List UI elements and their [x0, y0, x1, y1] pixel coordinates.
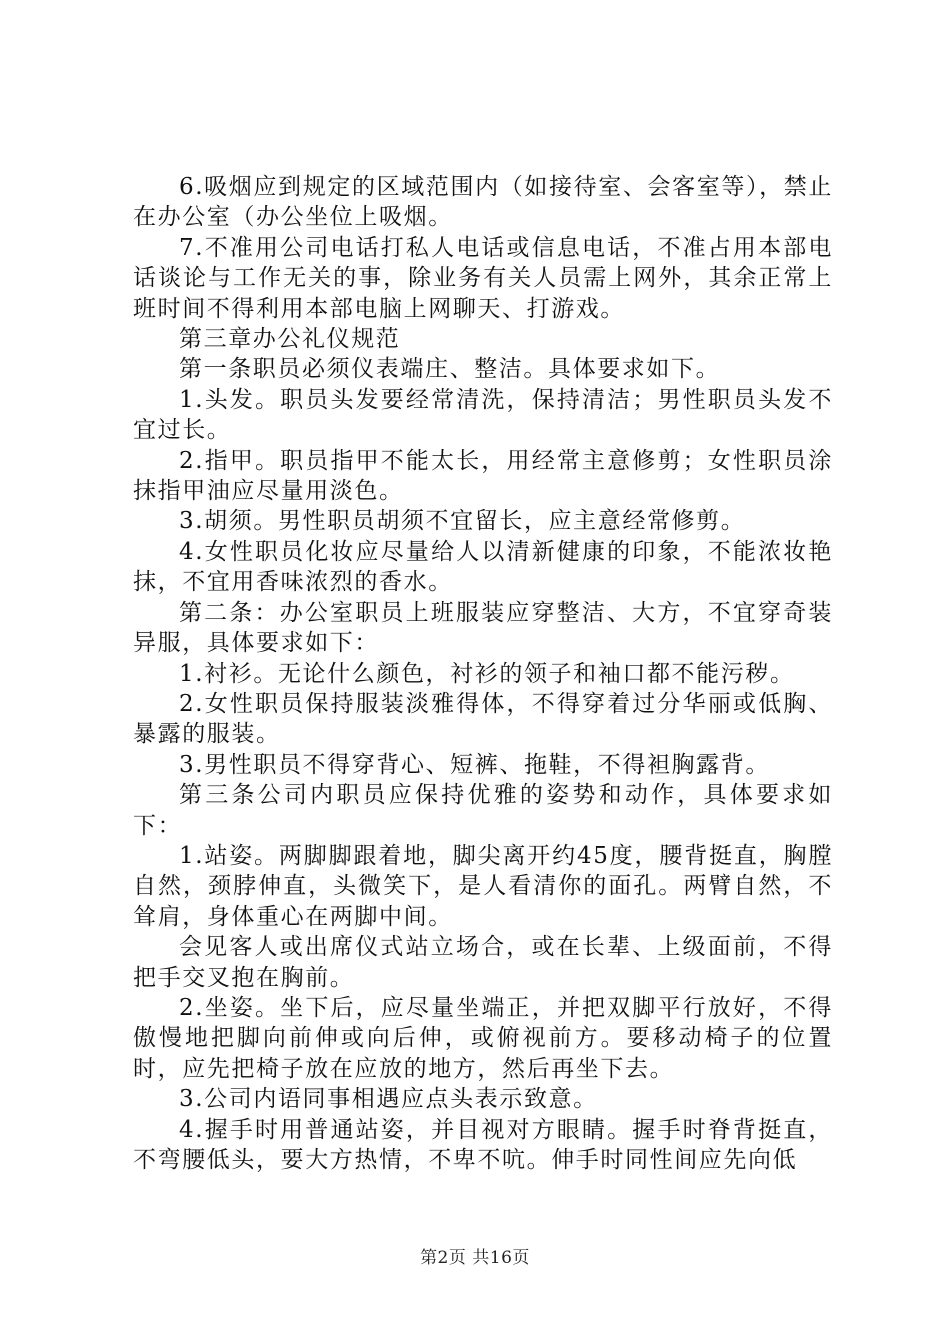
- paragraph-female-attire: 2.女性职员保持服装淡雅得体，不得穿着过分华丽或低胸、暴露的服装。: [133, 690, 833, 748]
- paragraph-male-attire: 3.男性职员不得穿背心、短裤、拖鞋，不得袒胸露背。: [179, 751, 770, 778]
- paragraph-nails: 2.指甲。职员指甲不能太长，用经常主意修剪；女性职员涂抹指甲油应尽量用淡色。: [133, 447, 833, 505]
- paragraph-sitting: 2.坐姿。坐下后，应尽量坐端正，并把双脚平行放好，不得傲慢地把脚向前伸或向后伸，或俯视前方。要移动椅子的位置时，应先把椅子放在应放的地方，然后再坐下去。: [133, 994, 833, 1082]
- paragraph-meeting-guests: 会见客人或出席仪式站立场合，或在长辈、上级面前，不得把手交叉抱在胸前。: [133, 934, 833, 991]
- document-body: [133, 172, 833, 1175]
- article-1-heading: 第一条职员必须仪表端庄、整洁。具体要求如下。: [179, 356, 721, 383]
- paragraph-greeting: 3.公司内语同事相遇应点头表示致意。: [179, 1086, 598, 1113]
- paragraph-hair: 1.头发。职员头发要经常清洗，保持清洁；男性职员头发不宜过长。: [133, 386, 833, 444]
- chapter-heading: 第三章办公礼仪规范: [179, 326, 401, 353]
- paragraph-handshake: 4.握手时用普通站姿，并目视对方眼睛。握手时脊背挺直，不弯腰低头，要大方热情，不卑不吭。伸手时同性间应先向低: [133, 1116, 833, 1173]
- article-3-heading: 第三条公司内职员应保持优雅的姿势和动作，具体要求如下：: [133, 782, 833, 839]
- paragraph-standing: 1.站姿。两脚脚跟着地，脚尖离开约45度，腰背挺直，胸膛自然，颈脖伸直，头微笑下，是人看清你的面孔。两臂自然，不耸肩，身体重心在两脚中间。: [133, 842, 833, 930]
- paragraph-item-7-phone-use: 7.不准用公司电话打私人电话或信息电话，不准占用本部电话谈论与工作无关的事，除业务有关人员需上网外，其余正常上班时间不得利用本部电脑上网聊天、打游戏。: [133, 234, 833, 322]
- article-2-heading: 第二条：办公室职员上班服装应穿整洁、大方，不宜穿奇装异服，具体要求如下：: [133, 599, 833, 657]
- paragraph-item-6-smoking: 6.吸烟应到规定的区域范围内（如接待室、会客室等），禁止在办公室（办公坐位上吸烟。: [133, 174, 833, 231]
- paragraph-makeup: 4.女性职员化妆应尽量给人以清新健康的印象，不能浓妆艳抹，不宜用香味浓烈的香水。: [133, 538, 833, 596]
- paragraph-beard: 3.胡须。男性职员胡须不宜留长，应主意经常修剪。: [179, 508, 746, 535]
- paragraph-shirt: 1.衬衫。无论什么颜色，衬衫的领子和袖口都不能污秽。: [179, 660, 795, 687]
- page-footer: 第2页 共16页: [420, 1248, 530, 1268]
